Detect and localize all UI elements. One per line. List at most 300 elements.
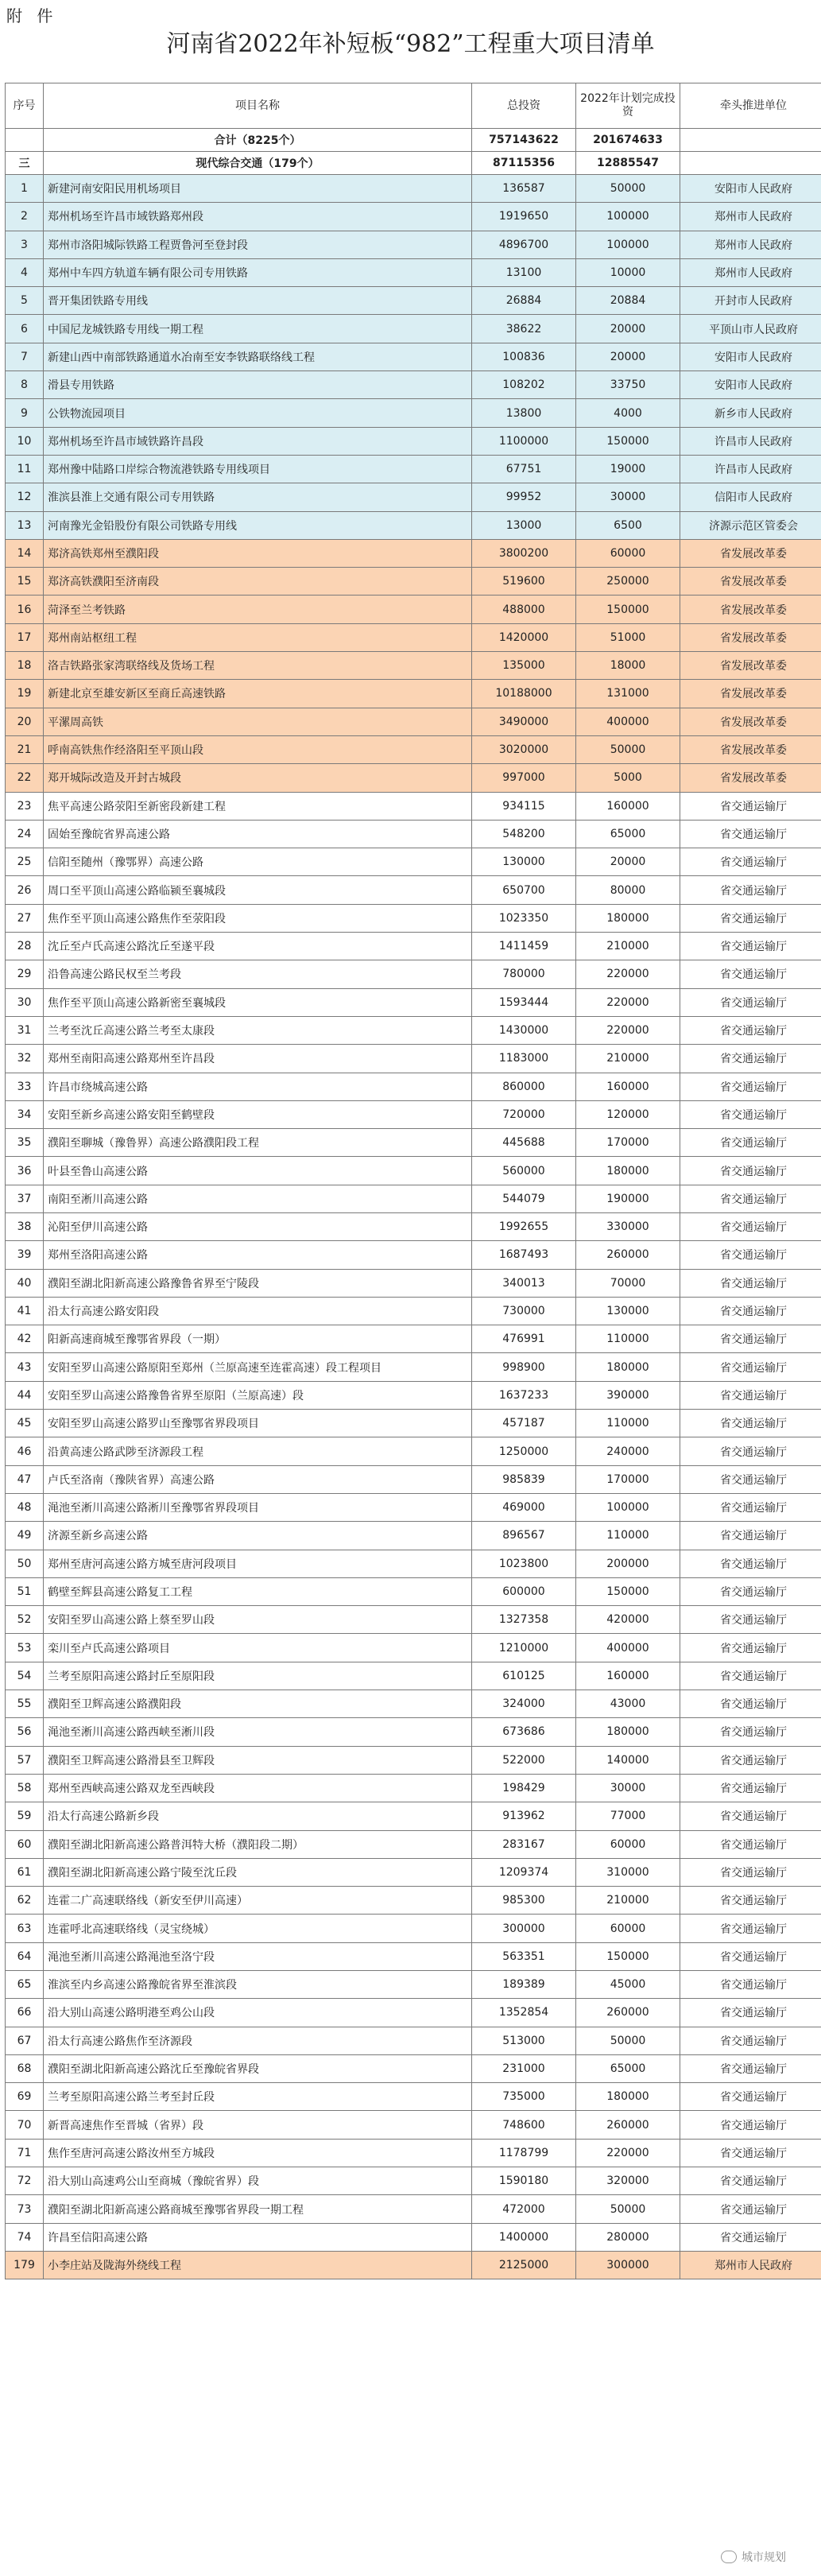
cell-no: 2 (6, 203, 44, 231)
cell-unit: 省发展改革委 (680, 735, 821, 763)
cell-name: 连霍呼北高速联络线（灵宝绕城） (44, 1915, 472, 1942)
cell-name: 郑济高铁濮阳至济南段 (44, 568, 472, 596)
cell-plan: 77000 (576, 1802, 680, 1830)
cell-name: 濮阳至湖北阳新高速公路普洱特大桥（濮阳段二期） (44, 1830, 472, 1858)
cell-no: 15 (6, 568, 44, 596)
table-row (6, 1942, 821, 1970)
page-title: 河南省2022年补短板“982”工程重大项目清单 (166, 30, 655, 58)
cell-unit: 省交通运输厅 (680, 2083, 821, 2111)
cell-total: 1593444 (472, 988, 576, 1016)
cell-name: 郑州至洛阳高速公路 (44, 1241, 472, 1269)
cell-no: 26 (6, 876, 44, 904)
cell-name: 菏泽至兰考铁路 (44, 596, 472, 623)
cell-total: 673686 (472, 1718, 576, 1746)
cell-name: 郑州南站枢纽工程 (44, 623, 472, 651)
cell-plan: 160000 (576, 1662, 680, 1690)
cell-name: 濮阳至湖北阳新高速公路商城至豫鄂省界段一期工程 (44, 2195, 472, 2223)
table-row (6, 1774, 821, 1802)
cell-plan: 130000 (576, 1297, 680, 1325)
cell-unit: 省交通运输厅 (680, 1971, 821, 1999)
cell-total: 560000 (472, 1157, 576, 1185)
cell-name: 安阳至罗山高速公路上蔡至罗山段 (44, 1606, 472, 1634)
cell-no: 57 (6, 1746, 44, 1774)
cell-plan: 180000 (576, 904, 680, 932)
cell-no: 73 (6, 2195, 44, 2223)
table-row (6, 511, 821, 539)
table-row (6, 1915, 821, 1942)
cell-plan: 60000 (576, 539, 680, 567)
cell-total: 720000 (472, 1100, 576, 1128)
cell-unit: 许昌市人民政府 (680, 455, 821, 483)
cell-name: 滑县专用铁路 (44, 371, 472, 399)
cell-unit: 省交通运输厅 (680, 2027, 821, 2054)
cell-name: 叶县至鲁山高速公路 (44, 1157, 472, 1185)
cell-no: 25 (6, 848, 44, 876)
wechat-icon (721, 2551, 737, 2563)
cell-unit: 省发展改革委 (680, 680, 821, 708)
cell-unit: 平顶山市人民政府 (680, 315, 821, 343)
table-row (6, 2083, 821, 2111)
cell-unit: 省交通运输厅 (680, 1045, 821, 1073)
cell-plan: 280000 (576, 2223, 680, 2251)
cell-no: 70 (6, 2111, 44, 2139)
cell-no: 72 (6, 2167, 44, 2195)
cell-name: 焦作至平顶山高速公路焦作至荥阳段 (44, 904, 472, 932)
cell-plan: 180000 (576, 2083, 680, 2111)
cell-plan: 120000 (576, 1100, 680, 1128)
table-row (6, 1241, 821, 1269)
table-row (6, 1662, 821, 1690)
cell-no: 68 (6, 2054, 44, 2082)
cell-plan: 12885547 (576, 152, 680, 175)
cell-plan: 140000 (576, 1746, 680, 1774)
table-row (6, 596, 821, 623)
cell-unit: 省交通运输厅 (680, 1185, 821, 1212)
cell-unit: 省交通运输厅 (680, 1774, 821, 1802)
cell-no (6, 129, 44, 152)
cell-plan: 180000 (576, 1157, 680, 1185)
cell-unit (680, 152, 821, 175)
cell-unit: 开封市人民政府 (680, 287, 821, 315)
cell-unit: 省交通运输厅 (680, 1100, 821, 1128)
table-row (6, 2195, 821, 2223)
cell-name: 郑州至西峡高速公路双龙至西峡段 (44, 1774, 472, 1802)
cell-no: 17 (6, 623, 44, 651)
table-row (6, 1185, 821, 1212)
table-row (6, 1550, 821, 1577)
cell-unit: 安阳市人民政府 (680, 371, 821, 399)
cell-name: 许昌至信阳高速公路 (44, 2223, 472, 2251)
table-row (6, 371, 821, 399)
cell-unit: 许昌市人民政府 (680, 427, 821, 455)
cell-no: 34 (6, 1100, 44, 1128)
cell-no: 13 (6, 511, 44, 539)
cell-name: 沿黄高速公路武陟至济源段工程 (44, 1437, 472, 1465)
cell-total: 998900 (472, 1353, 576, 1381)
table-row (6, 2054, 821, 2082)
cell-name: 兰考至沈丘高速公路兰考至太康段 (44, 1016, 472, 1044)
cell-total: 1327358 (472, 1606, 576, 1634)
cell-no: 71 (6, 2139, 44, 2167)
cell-no: 31 (6, 1016, 44, 1044)
cell-name: 新建北京至雄安新区至商丘高速铁路 (44, 680, 472, 708)
table-row (6, 708, 821, 735)
cell-plan: 320000 (576, 2167, 680, 2195)
cell-unit: 省交通运输厅 (680, 1718, 821, 1746)
cell-total: 1183000 (472, 1045, 576, 1073)
cell-total: 1430000 (472, 1016, 576, 1044)
cell-no: 61 (6, 1858, 44, 1886)
cell-no: 36 (6, 1157, 44, 1185)
cell-no: 65 (6, 1971, 44, 1999)
cell-no: 46 (6, 1437, 44, 1465)
cell-total: 1400000 (472, 2223, 576, 2251)
cell-total: 476991 (472, 1325, 576, 1353)
cell-total: 3800200 (472, 539, 576, 567)
cell-unit: 省交通运输厅 (680, 1999, 821, 2027)
cell-total: 1210000 (472, 1634, 576, 1662)
cell-unit: 省交通运输厅 (680, 1746, 821, 1774)
cell-unit: 省交通运输厅 (680, 1606, 821, 1634)
col-header-unit: 牵头推进单位 (680, 83, 821, 129)
cell-total: 87115356 (472, 152, 576, 175)
cell-name: 许昌市绕城高速公路 (44, 1073, 472, 1100)
cell-name: 南阳至淅川高速公路 (44, 1185, 472, 1212)
cell-name: 郑州机场至许昌市域铁路许昌段 (44, 427, 472, 455)
table-row (6, 1577, 821, 1605)
cell-unit: 省交通运输厅 (680, 1016, 821, 1044)
cell-name: 渑池至淅川高速公路渑池至洛宁段 (44, 1942, 472, 1970)
table-row (6, 1718, 821, 1746)
cell-total: 997000 (472, 764, 576, 792)
cell-no: 64 (6, 1942, 44, 1970)
cell-total: 1919650 (472, 203, 576, 231)
cell-total: 1992655 (472, 1212, 576, 1240)
cell-total: 457187 (472, 1410, 576, 1437)
cell-no: 49 (6, 1522, 44, 1550)
cell-plan: 160000 (576, 1073, 680, 1100)
cell-name: 淮滨县淮上交通有限公司专用铁路 (44, 483, 472, 511)
cell-total: 130000 (472, 848, 576, 876)
table-row (6, 623, 821, 651)
cell-name: 濮阳至聊城（豫鲁界）高速公路濮阳段工程 (44, 1129, 472, 1157)
cell-plan: 210000 (576, 933, 680, 960)
cell-plan: 110000 (576, 1522, 680, 1550)
table-row (6, 1830, 821, 1858)
cell-unit: 省交通运输厅 (680, 960, 821, 988)
cell-unit: 省交通运输厅 (680, 1353, 821, 1381)
cell-plan: 260000 (576, 2111, 680, 2139)
cell-unit: 省交通运输厅 (680, 1550, 821, 1577)
cell-total: 985839 (472, 1465, 576, 1493)
cell-name: 渑池至淅川高速公路淅川至豫鄂省界段项目 (44, 1493, 472, 1521)
cell-no: 63 (6, 1915, 44, 1942)
cell-plan: 51000 (576, 623, 680, 651)
cell-name: 阳新高速商城至豫鄂省界段（一期） (44, 1325, 472, 1353)
cell-no: 27 (6, 904, 44, 932)
cell-unit: 省交通运输厅 (680, 1157, 821, 1185)
cell-plan: 110000 (576, 1325, 680, 1353)
cell-total: 26884 (472, 287, 576, 315)
table-row (6, 792, 821, 820)
cell-plan: 300000 (576, 2251, 680, 2279)
cell-no: 48 (6, 1493, 44, 1521)
cell-unit: 郑州市人民政府 (680, 2251, 821, 2279)
watermark-text: 城市规划 (742, 2551, 786, 2564)
cell-total: 67751 (472, 455, 576, 483)
cell-no: 74 (6, 2223, 44, 2251)
cell-total: 324000 (472, 1690, 576, 1718)
cell-name: 沁阳至伊川高速公路 (44, 1212, 472, 1240)
table-row (6, 2167, 821, 2195)
table-row (6, 1100, 821, 1128)
cell-total: 472000 (472, 2195, 576, 2223)
table-row (6, 1129, 821, 1157)
cell-total: 488000 (472, 596, 576, 623)
cell-no: 10 (6, 427, 44, 455)
cell-total: 1687493 (472, 1241, 576, 1269)
table-row (6, 735, 821, 763)
cell-plan: 45000 (576, 1971, 680, 1999)
cell-unit: 省发展改革委 (680, 764, 821, 792)
table-row (6, 343, 821, 370)
cell-plan: 43000 (576, 1690, 680, 1718)
cell-total: 544079 (472, 1185, 576, 1212)
cell-name: 焦作至平顶山高速公路新密至襄城段 (44, 988, 472, 1016)
cell-name: 安阳至罗山高速公路罗山至豫鄂省界段项目 (44, 1410, 472, 1437)
cell-unit: 省交通运输厅 (680, 1381, 821, 1409)
cell-unit: 济源示范区管委会 (680, 511, 821, 539)
table-row (6, 1410, 821, 1437)
cell-no: 19 (6, 680, 44, 708)
cell-total: 108202 (472, 371, 576, 399)
cell-name: 沿大别山高速鸡公山至商城（豫皖省界）段 (44, 2167, 472, 2195)
cell-no: 3 (6, 231, 44, 258)
cell-plan: 260000 (576, 1999, 680, 2027)
cell-no: 11 (6, 455, 44, 483)
table-row (6, 1858, 821, 1886)
cell-no: 42 (6, 1325, 44, 1353)
table-row (6, 1971, 821, 1999)
cell-name: 沈丘至卢氏高速公路沈丘至遂平段 (44, 933, 472, 960)
cell-unit: 省交通运输厅 (680, 1634, 821, 1662)
cell-total: 1420000 (472, 623, 576, 651)
table-row (6, 1073, 821, 1100)
cell-unit: 省交通运输厅 (680, 792, 821, 820)
table-row (6, 175, 821, 203)
table-row (6, 1802, 821, 1830)
cell-no: 16 (6, 596, 44, 623)
cell-total: 3490000 (472, 708, 576, 735)
table-row (6, 2223, 821, 2251)
cell-name: 固始至豫皖省界高速公路 (44, 820, 472, 848)
table-row (6, 933, 821, 960)
cell-unit: 省交通运输厅 (680, 1662, 821, 1690)
cell-name: 河南豫光金铅股份有限公司铁路专用线 (44, 511, 472, 539)
cell-total: 13800 (472, 399, 576, 427)
cell-plan: 60000 (576, 1830, 680, 1858)
cell-no: 44 (6, 1381, 44, 1409)
cell-plan: 210000 (576, 1887, 680, 1915)
cell-plan: 100000 (576, 203, 680, 231)
cell-total: 985300 (472, 1887, 576, 1915)
cell-unit: 省发展改革委 (680, 539, 821, 567)
col-header-plan: 2022年计划完成投资 (576, 83, 680, 129)
cell-total: 896567 (472, 1522, 576, 1550)
cell-unit: 省交通运输厅 (680, 1241, 821, 1269)
cell-plan: 420000 (576, 1606, 680, 1634)
table-row (6, 1381, 821, 1409)
cell-plan: 100000 (576, 231, 680, 258)
cell-plan: 400000 (576, 1634, 680, 1662)
table-row (6, 1999, 821, 2027)
cell-no: 35 (6, 1129, 44, 1157)
cell-total: 563351 (472, 1942, 576, 1970)
cell-no: 1 (6, 175, 44, 203)
cell-no: 47 (6, 1465, 44, 1493)
cell-no: 9 (6, 399, 44, 427)
cell-plan: 180000 (576, 1353, 680, 1381)
table-header-row (6, 83, 821, 129)
cell-no: 66 (6, 1999, 44, 2027)
cell-total: 650700 (472, 876, 576, 904)
cell-total: 3020000 (472, 735, 576, 763)
cell-no: 39 (6, 1241, 44, 1269)
cell-no: 24 (6, 820, 44, 848)
cell-unit: 省交通运输厅 (680, 1942, 821, 1970)
cell-name: 周口至平顶山高速公路临颍至襄城段 (44, 876, 472, 904)
cell-no: 28 (6, 933, 44, 960)
cell-name: 呼南高铁焦作经洛阳至平顶山段 (44, 735, 472, 763)
cell-total: 38622 (472, 315, 576, 343)
table-row (6, 764, 821, 792)
cell-name: 安阳至罗山高速公路原阳至郑州（兰原高速至连霍高速）段工程项目 (44, 1353, 472, 1381)
cell-name: 兰考至原阳高速公路兰考至封丘段 (44, 2083, 472, 2111)
cell-name: 濮阳至卫辉高速公路濮阳段 (44, 1690, 472, 1718)
cell-plan: 170000 (576, 1465, 680, 1493)
cell-total: 1023800 (472, 1550, 576, 1577)
col-header-total: 总投资 (472, 83, 576, 129)
table-row (6, 1045, 821, 1073)
cell-total: 445688 (472, 1129, 576, 1157)
cell-unit: 安阳市人民政府 (680, 343, 821, 370)
cell-name: 连霍二广高速联络线（新安至伊川高速） (44, 1887, 472, 1915)
cell-name: 焦平高速公路荥阳至新密段新建工程 (44, 792, 472, 820)
table-row (6, 539, 821, 567)
cell-unit: 省交通运输厅 (680, 1577, 821, 1605)
cell-total: 1250000 (472, 1437, 576, 1465)
cell-name: 栾川至卢氏高速公路项目 (44, 1634, 472, 1662)
cell-plan: 110000 (576, 1410, 680, 1437)
table-row (6, 680, 821, 708)
cell-total: 1100000 (472, 427, 576, 455)
table-row (6, 203, 821, 231)
cell-unit: 郑州市人民政府 (680, 203, 821, 231)
cell-no: 8 (6, 371, 44, 399)
cell-plan: 100000 (576, 1493, 680, 1521)
cell-name: 平漯周高铁 (44, 708, 472, 735)
cell-total: 135000 (472, 652, 576, 680)
cell-total: 513000 (472, 2027, 576, 2054)
table-row (6, 1465, 821, 1493)
cell-total: 860000 (472, 1073, 576, 1100)
cell-total: 300000 (472, 1915, 576, 1942)
cell-plan: 131000 (576, 680, 680, 708)
cell-unit: 省交通运输厅 (680, 933, 821, 960)
cell-no: 45 (6, 1410, 44, 1437)
cell-plan: 220000 (576, 988, 680, 1016)
cell-plan: 50000 (576, 2195, 680, 2223)
cell-plan: 18000 (576, 652, 680, 680)
cell-total: 1352854 (472, 1999, 576, 2027)
table-row (6, 427, 821, 455)
cell-unit: 省交通运输厅 (680, 1690, 821, 1718)
cell-plan: 65000 (576, 2054, 680, 2082)
cell-no: 60 (6, 1830, 44, 1858)
cell-plan: 180000 (576, 1718, 680, 1746)
cell-unit: 省交通运输厅 (680, 820, 821, 848)
table-row (6, 988, 821, 1016)
cell-name: 焦作至唐河高速公路汝州至方城段 (44, 2139, 472, 2167)
cell-no: 5 (6, 287, 44, 315)
cell-unit: 省发展改革委 (680, 623, 821, 651)
cell-plan: 80000 (576, 876, 680, 904)
cell-total: 1637233 (472, 1381, 576, 1409)
cell-no: 67 (6, 2027, 44, 2054)
table-row (6, 2027, 821, 2054)
cell-unit: 省交通运输厅 (680, 876, 821, 904)
cell-plan: 330000 (576, 1212, 680, 1240)
table-row (6, 1634, 821, 1662)
cell-total: 2125000 (472, 2251, 576, 2279)
cell-total: 198429 (472, 1774, 576, 1802)
cell-plan: 20884 (576, 287, 680, 315)
cell-no: 6 (6, 315, 44, 343)
cell-name: 新晋高速焦作至晋城（省界）段 (44, 2111, 472, 2139)
col-header-no: 序号 (6, 83, 44, 129)
cell-no: 41 (6, 1297, 44, 1325)
cell-name: 郑州机场至许昌市域铁路郑州段 (44, 203, 472, 231)
cell-name: 公铁物流园项目 (44, 399, 472, 427)
summary-row (6, 129, 821, 152)
cell-no: 55 (6, 1690, 44, 1718)
cell-unit: 省交通运输厅 (680, 1493, 821, 1521)
cell-total: 757143622 (472, 129, 576, 152)
cell-plan: 190000 (576, 1185, 680, 1212)
cell-plan: 400000 (576, 708, 680, 735)
cell-plan: 240000 (576, 1437, 680, 1465)
cell-total: 748600 (472, 2111, 576, 2139)
cell-unit: 省交通运输厅 (680, 2167, 821, 2195)
cell-unit: 省交通运输厅 (680, 1297, 821, 1325)
cell-name: 安阳至罗山高速公路豫鲁省界至原阳（兰原高速）段 (44, 1381, 472, 1409)
cell-plan: 310000 (576, 1858, 680, 1886)
cell-name: 新建山西中南部铁路通道水冶南至安李铁路联络线工程 (44, 343, 472, 370)
table-row (6, 960, 821, 988)
table-row (6, 2251, 821, 2279)
cell-name: 濮阳至湖北阳新高速公路宁陵至沈丘段 (44, 1858, 472, 1886)
cell-plan: 50000 (576, 175, 680, 203)
cell-plan: 30000 (576, 1774, 680, 1802)
cell-unit: 省交通运输厅 (680, 2195, 821, 2223)
cell-name: 晋开集团铁路专用线 (44, 287, 472, 315)
table-row (6, 315, 821, 343)
cell-unit: 省交通运输厅 (680, 988, 821, 1016)
cell-total: 1023350 (472, 904, 576, 932)
table-row (6, 1887, 821, 1915)
cell-no: 38 (6, 1212, 44, 1240)
table-row (6, 1606, 821, 1634)
